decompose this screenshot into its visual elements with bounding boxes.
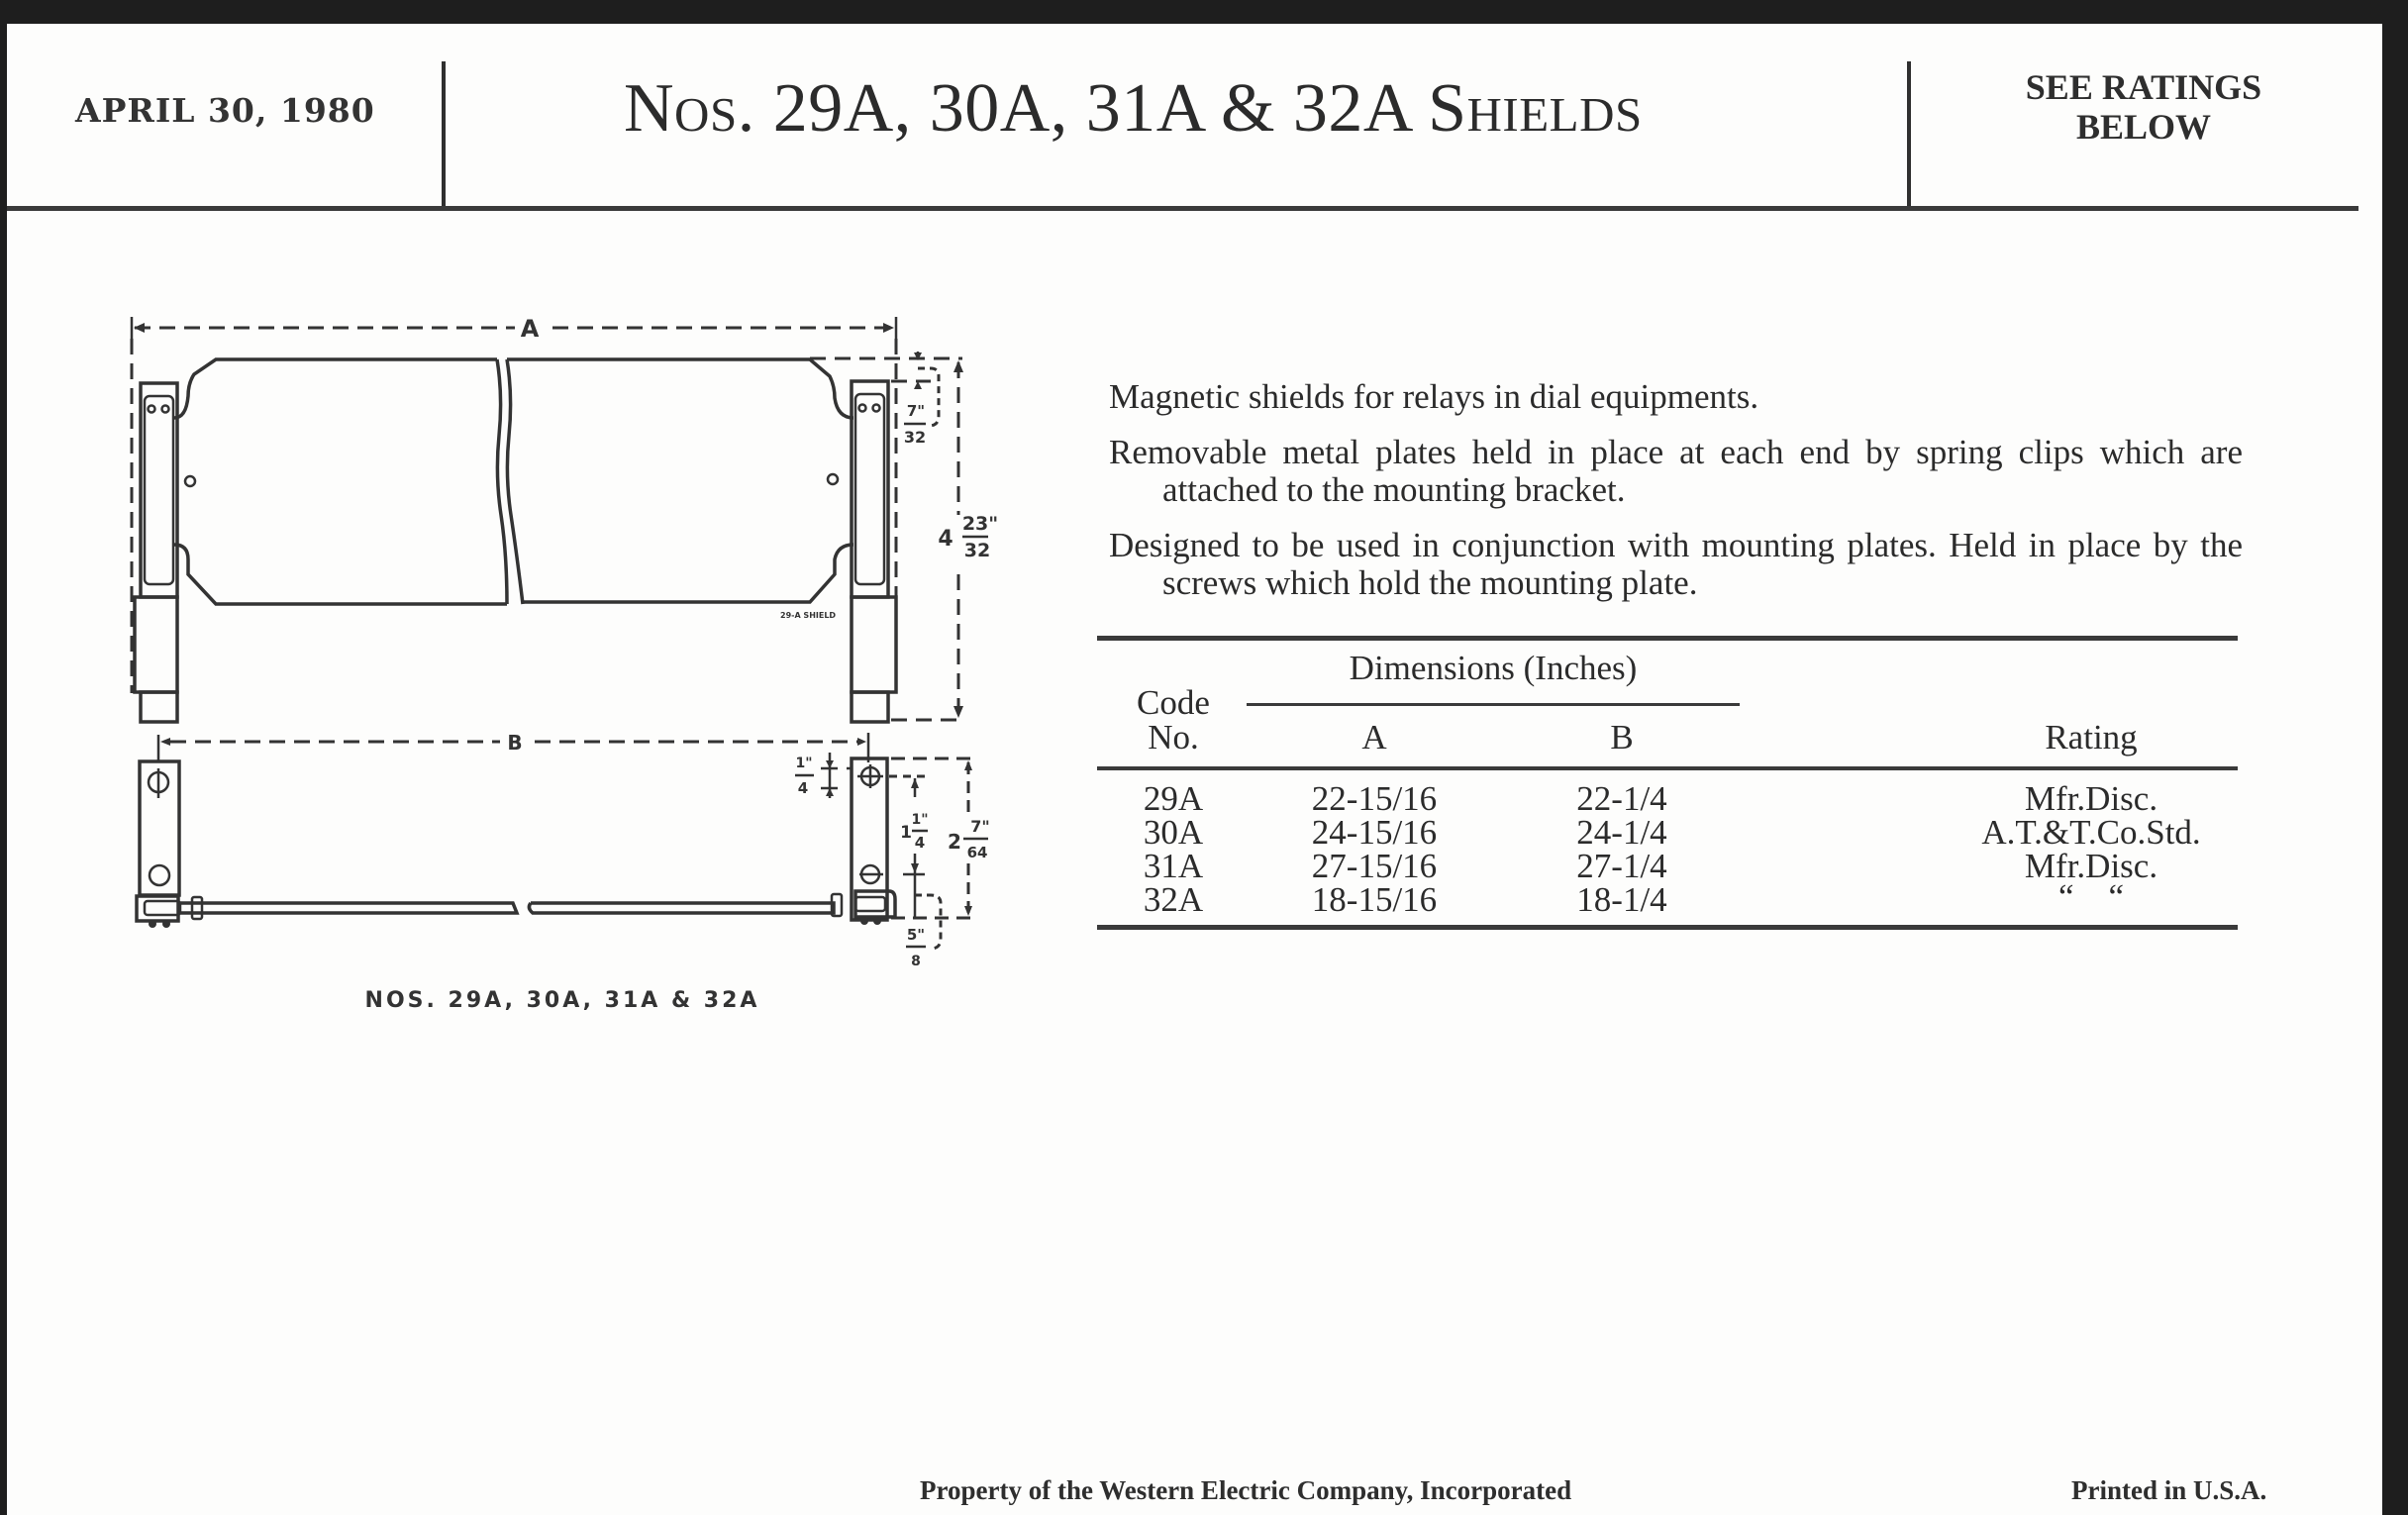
dimension-b-label: B (507, 731, 523, 755)
description-paragraph: Removable metal plates held in place at each end by spring clips which are attached to the mounting bracket. (1109, 433, 2243, 509)
table-top-rule (1097, 636, 2238, 641)
cell-b: 27-1/4 (1576, 847, 1667, 885)
dimension-7-32 (891, 352, 939, 447)
mounting-hole-right-icon (828, 474, 838, 484)
cell-rating: Mfr.Disc. (2024, 779, 2158, 818)
break-line-right (507, 359, 523, 604)
dim-1-1-4-num: 1" (911, 812, 929, 828)
dim-2-7-64-den: 64 (966, 844, 988, 861)
dim-4-23-32-num: 23" (961, 513, 999, 535)
rating-note-line1: SEE RATINGS (2025, 67, 2262, 107)
cell-rating: Mfr.Disc. (2024, 847, 2158, 885)
footer-printed: Printed in U.S.A. (2071, 1475, 2267, 1505)
part-label: 29-A SHIELD (780, 611, 837, 620)
arrow-left-icon (134, 323, 145, 333)
page-title: Nos. 29A, 30A, 31A & 32A Shields (624, 70, 1643, 147)
bracket-right-top-view (832, 758, 895, 925)
rating-note-line2: BELOW (2075, 107, 2212, 147)
dim-1-1-4-den: 4 (914, 834, 926, 852)
description (1109, 378, 2243, 620)
dimension-5-8 (906, 895, 941, 969)
dim-4-23-32-den: 32 (963, 540, 991, 561)
description-paragraph: Designed to be used in conjunction with mounting plates. Held in place by the screws which hold the mounting plate. (1109, 526, 2243, 602)
column-header-code: Code (1137, 683, 1210, 722)
column-header-rating: Rating (2045, 718, 2138, 757)
cell-code: 30A (1143, 813, 1204, 852)
cell-rating: A.T.&T.Co.Std. (1981, 813, 2201, 852)
bracket-left (135, 383, 177, 722)
dimensions-group-header: Dimensions (Inches) (1349, 649, 1638, 687)
dim-7-32-num: 7" (906, 402, 926, 420)
cell-b: 22-1/4 (1576, 779, 1667, 818)
column-header-no: No. (1148, 718, 1199, 757)
dim-1-4-den: 4 (797, 779, 809, 797)
dimensions-sub-rule (1247, 703, 1740, 706)
cell-rating: “ “ (2057, 877, 2125, 916)
dimension-b (158, 731, 868, 762)
cell-b: 18-1/4 (1576, 880, 1667, 919)
shield-plate-edge-right (529, 903, 834, 913)
dimension-a-label: A (520, 315, 540, 343)
screw-hole-icon (150, 865, 169, 885)
dim-1-4-num: 1" (795, 756, 813, 771)
cell-b: 24-1/4 (1576, 813, 1667, 852)
issue-date: APRIL 30, 1980 (75, 91, 375, 130)
cell-a: 24-15/16 (1311, 813, 1438, 852)
cell-code: 29A (1143, 779, 1204, 818)
dimension-a (132, 315, 896, 693)
cell-code: 31A (1143, 847, 1204, 885)
shield-plate-left (174, 359, 507, 604)
cell-code: 32A (1143, 880, 1204, 919)
cell-a: 22-15/16 (1311, 779, 1438, 818)
break-line-left (497, 359, 507, 604)
dimension-1-4 (795, 753, 852, 798)
arrow-right-icon (883, 323, 894, 333)
footer-property: Property of the Western Electric Company, Incorporated (920, 1475, 1572, 1505)
cell-a: 27-15/16 (1311, 847, 1438, 885)
dim-5-8-den: 8 (911, 954, 921, 969)
column-header-b: B (1610, 718, 1634, 757)
shield-plate-right (507, 359, 853, 602)
description-paragraph: Magnetic shields for relays in dial equipments. (1109, 377, 1759, 416)
column-header-a: A (1361, 718, 1387, 757)
drawing-caption: NOS. 29A, 30A, 31A & 32A (364, 988, 760, 1013)
shield-plate-edge-left (180, 903, 517, 913)
table-header-rule (1097, 766, 2238, 770)
dim-5-8-num: 5" (906, 926, 926, 944)
dimension-height (810, 358, 998, 720)
table-bottom-rule (1097, 925, 2238, 930)
mounting-hole-left-icon (185, 476, 195, 486)
dim-1-1-4-whole: 1 (900, 823, 912, 843)
cell-a: 18-15/16 (1311, 880, 1438, 919)
dim-7-32-den: 32 (903, 428, 927, 447)
dim-2-7-64-num: 7" (970, 817, 990, 836)
bracket-right (852, 381, 896, 722)
dim-2-7-64-whole: 2 (948, 830, 961, 854)
dim-4-23-32-whole: 4 (938, 527, 953, 552)
